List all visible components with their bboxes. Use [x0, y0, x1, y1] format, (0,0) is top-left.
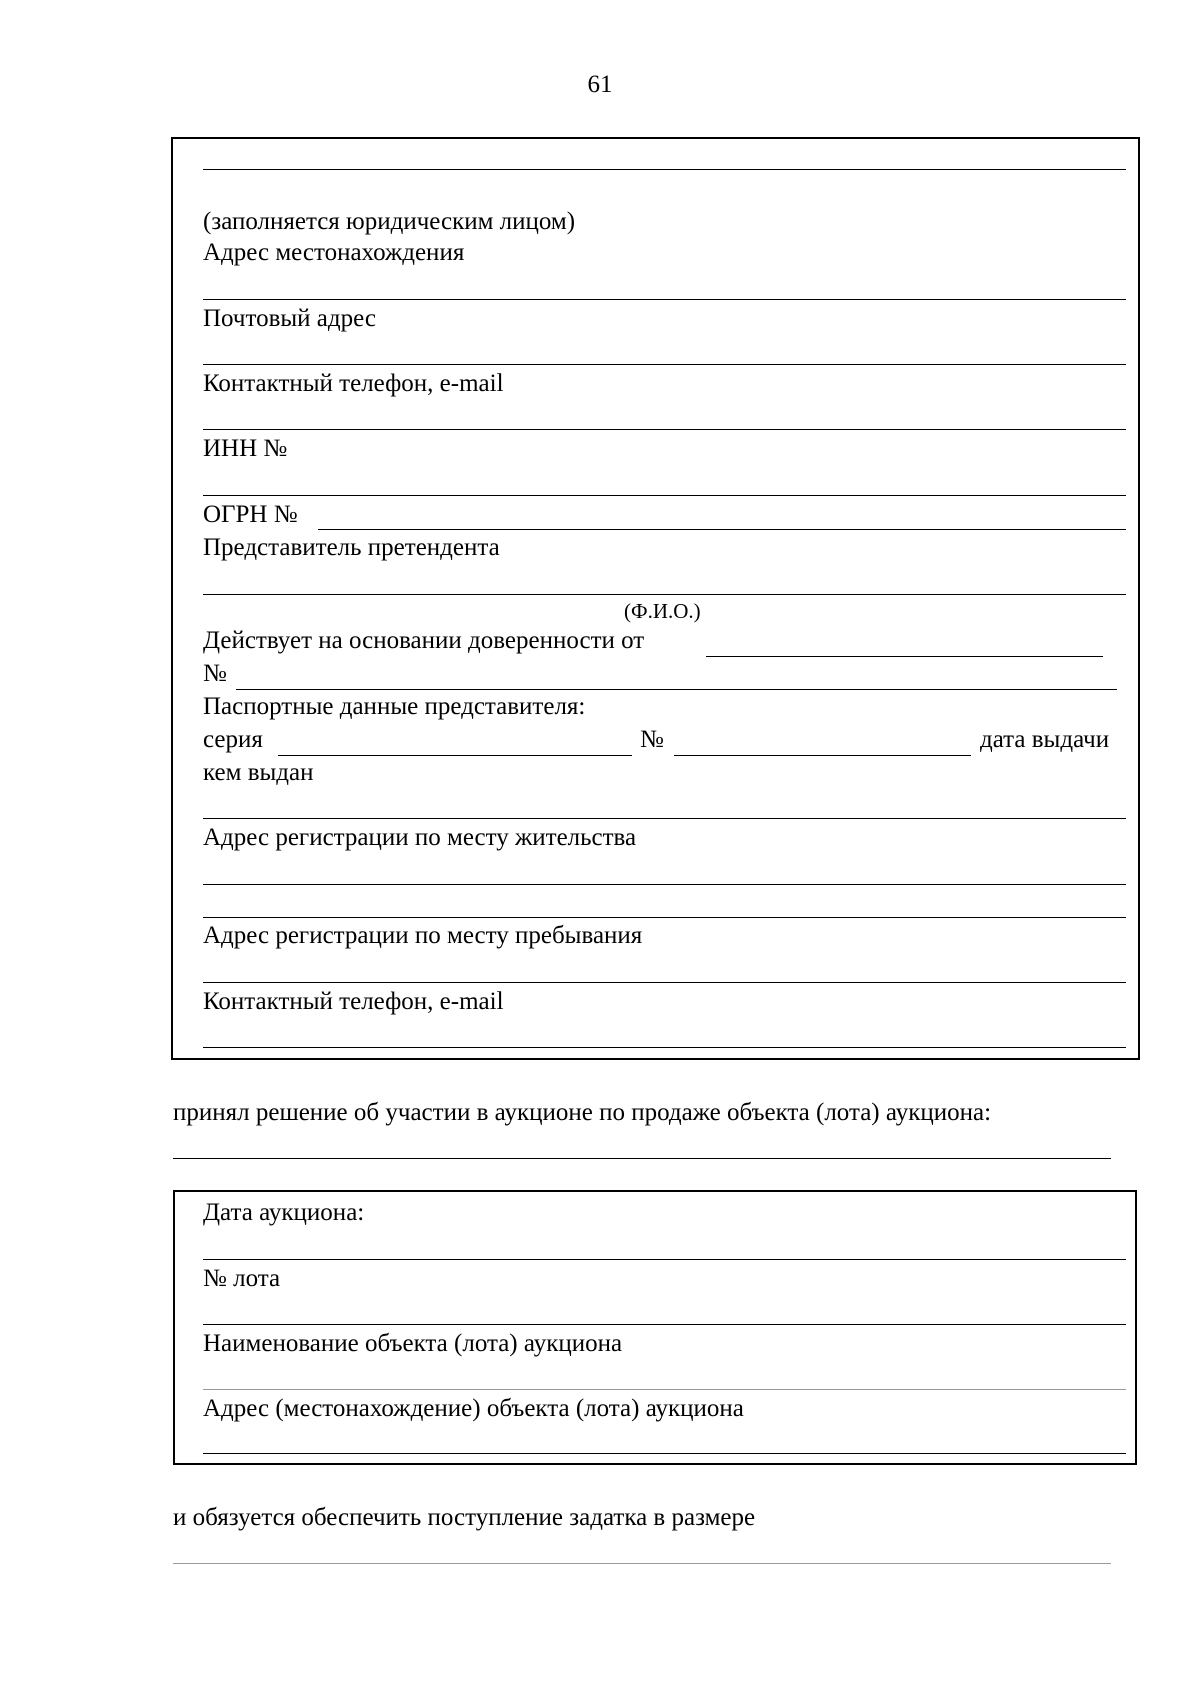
representative-line[interactable] — [203, 594, 1126, 595]
residence-address-line-2[interactable] — [203, 917, 1126, 918]
issued-by-label: кем выдан — [203, 759, 314, 786]
passport-number-label: № — [640, 726, 664, 753]
contact-phone-2-label: Контактный телефон, e-mail — [203, 988, 504, 1015]
page-number: 61 — [587, 71, 613, 98]
passport-data-label: Паспортные данные представителя: — [203, 693, 586, 720]
auction-date-label: Дата аукциона: — [203, 1199, 365, 1226]
passport-number-line[interactable] — [674, 755, 971, 756]
fio-caption: (Ф.И.О.) — [624, 599, 701, 623]
representative-label: Представитель претендента — [203, 534, 500, 561]
contact-phone-label: Контактный телефон, e-mail — [203, 370, 504, 397]
stay-address-line[interactable] — [203, 982, 1126, 983]
postal-address-label: Почтовый адрес — [203, 305, 376, 332]
address-location-line[interactable] — [203, 299, 1126, 300]
deposit-text: и обязуется обеспечить поступление задатка в размере — [173, 1504, 756, 1531]
lot-number-line[interactable] — [203, 1324, 1126, 1325]
lot-name-line[interactable] — [203, 1389, 1126, 1390]
decision-line[interactable] — [173, 1158, 1111, 1159]
stay-address-label: Адрес регистрации по месту пребывания — [203, 922, 643, 949]
lot-number-label: № лота — [203, 1265, 281, 1292]
residence-address-line-1[interactable] — [203, 884, 1126, 885]
ogrn-label: ОГРН № — [203, 501, 298, 528]
inn-label: ИНН № — [203, 435, 288, 462]
auction-date-line[interactable] — [203, 1259, 1126, 1260]
series-line[interactable] — [278, 755, 632, 756]
lot-address-label: Адрес (местонахождение) объекта (лота) аукциона — [203, 1395, 744, 1422]
legal-entity-note: (заполняется юридическим лицом) — [203, 208, 576, 235]
contact-phone-2-line[interactable] — [203, 1047, 1126, 1048]
power-of-attorney-number-line[interactable] — [236, 689, 1117, 690]
residence-address-label: Адрес регистрации по месту жительства — [203, 824, 637, 851]
ogrn-line[interactable] — [318, 529, 1126, 530]
power-of-attorney-number-sign: № — [203, 660, 227, 687]
inn-line[interactable] — [203, 495, 1126, 496]
power-of-attorney-date-line[interactable] — [706, 656, 1103, 657]
issued-by-line[interactable] — [203, 818, 1126, 819]
power-of-attorney-label: Действует на основании доверенности от — [203, 627, 645, 654]
address-location-label: Адрес местонахождения — [203, 239, 465, 266]
postal-address-line[interactable] — [203, 364, 1126, 365]
blank-line[interactable] — [203, 169, 1126, 170]
deposit-line[interactable] — [173, 1563, 1111, 1564]
series-label: серия — [203, 726, 263, 753]
lot-address-line[interactable] — [203, 1453, 1126, 1454]
decision-text: принял решение об участии в аукционе по продаже объекта (лота) аукциона: — [173, 1099, 992, 1126]
issue-date-label: дата выдачи — [980, 726, 1110, 753]
contact-phone-line[interactable] — [203, 429, 1126, 430]
lot-name-label: Наименование объекта (лота) аукциона — [203, 1330, 623, 1357]
